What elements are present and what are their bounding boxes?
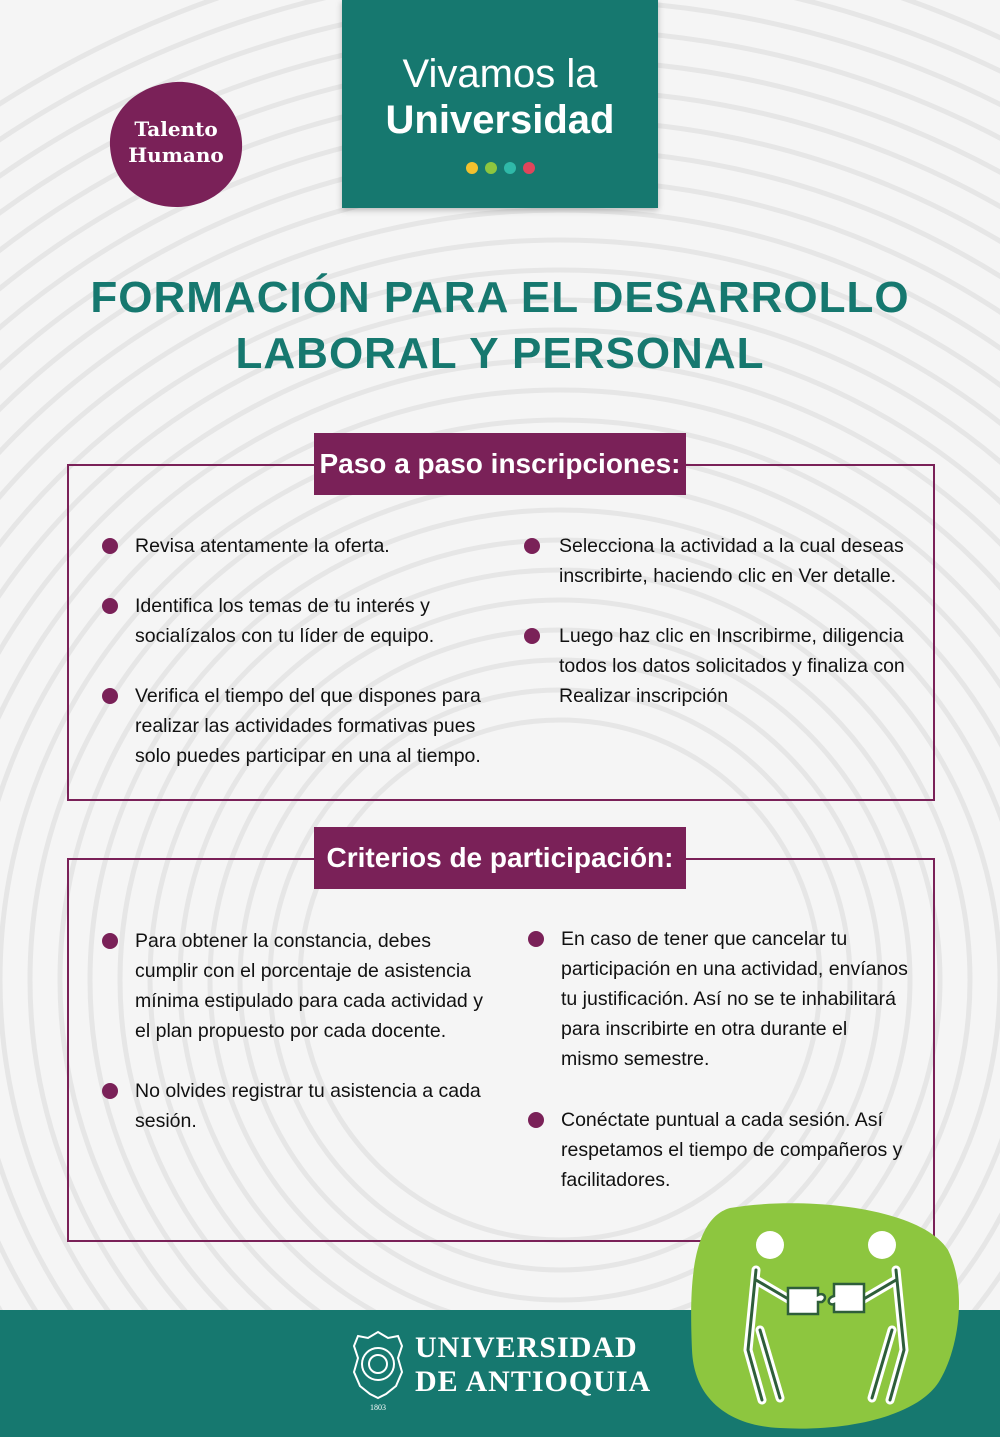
dot-red [523, 162, 535, 174]
steps-left-item-2: Identifica los temas de tu interés y socialízalos con tu líder de equipo. [135, 595, 435, 647]
bullet-icon [102, 933, 118, 949]
university-name-line-1: UNIVERSIDAD [415, 1331, 638, 1364]
header-line-2: Universidad [385, 98, 615, 142]
criteria-right-item-1: En caso de tener que cancelar tu participación en una actividad, envíanos tu justificación. Así no se te inhabilitará para inscribirte en otra durante el mismo semestre. [561, 928, 908, 1070]
bullet-icon [102, 1083, 118, 1099]
steps-left-item-1: Revisa atentamente la oferta. [135, 535, 390, 557]
bullet-icon [102, 688, 118, 704]
university-name-line-2: DE ANTIOQUIA [415, 1365, 652, 1398]
badge-text [106, 116, 246, 168]
bullet-icon [528, 931, 544, 947]
bullet-icon [524, 538, 540, 554]
university-crest-icon [348, 1328, 408, 1412]
dot-teal [504, 162, 516, 174]
header-line-1: Vivamos la [402, 52, 598, 96]
bullet-icon [102, 538, 118, 554]
page-title-line-1: FORMACIÓN PARA EL DESARROLLO [90, 273, 910, 322]
header-banner [342, 0, 658, 208]
criteria-label: Criterios de participación: [314, 827, 686, 889]
steps-label: Paso a paso inscripciones: [314, 433, 686, 495]
steps-right-item-1: Selecciona la actividad a la cual deseas inscribirte, haciendo clic en Ver detalle. [559, 535, 904, 587]
crest-year: 1803 [370, 1403, 386, 1412]
badge-line-1: Talento [134, 117, 218, 141]
bullet-icon [528, 1112, 544, 1128]
teamwork-puzzle-illustration [690, 1200, 960, 1437]
criteria-right-item-2: Conéctate puntual a cada sesión. Así respetamos el tiempo de compañeros y facilitadores. [561, 1109, 903, 1191]
badge-line-2: Humano [128, 143, 224, 167]
steps-left-item-3: Verifica el tiempo del que dispones para realizar las actividades formativas pues solo puedes participar en una al tiempo. [135, 685, 481, 767]
steps-right-item-2: Luego haz clic en Inscribirme, diligencia todos los datos solicitados y finaliza con Realizar inscripción [559, 625, 905, 707]
bullet-icon [524, 628, 540, 644]
dot-yellow [466, 162, 478, 174]
header-dots [342, 162, 658, 174]
dot-green [485, 162, 497, 174]
criteria-left-item-1: Para obtener la constancia, debes cumplir con el porcentaje de asistencia mínima estipulado para cada actividad y el plan propuesto por cada docente. [135, 930, 483, 1042]
bullet-icon [102, 598, 118, 614]
criteria-left-item-2: No olvides registrar tu asistencia a cada sesión. [135, 1080, 481, 1132]
page-title-line-2: LABORAL Y PERSONAL [235, 329, 765, 378]
